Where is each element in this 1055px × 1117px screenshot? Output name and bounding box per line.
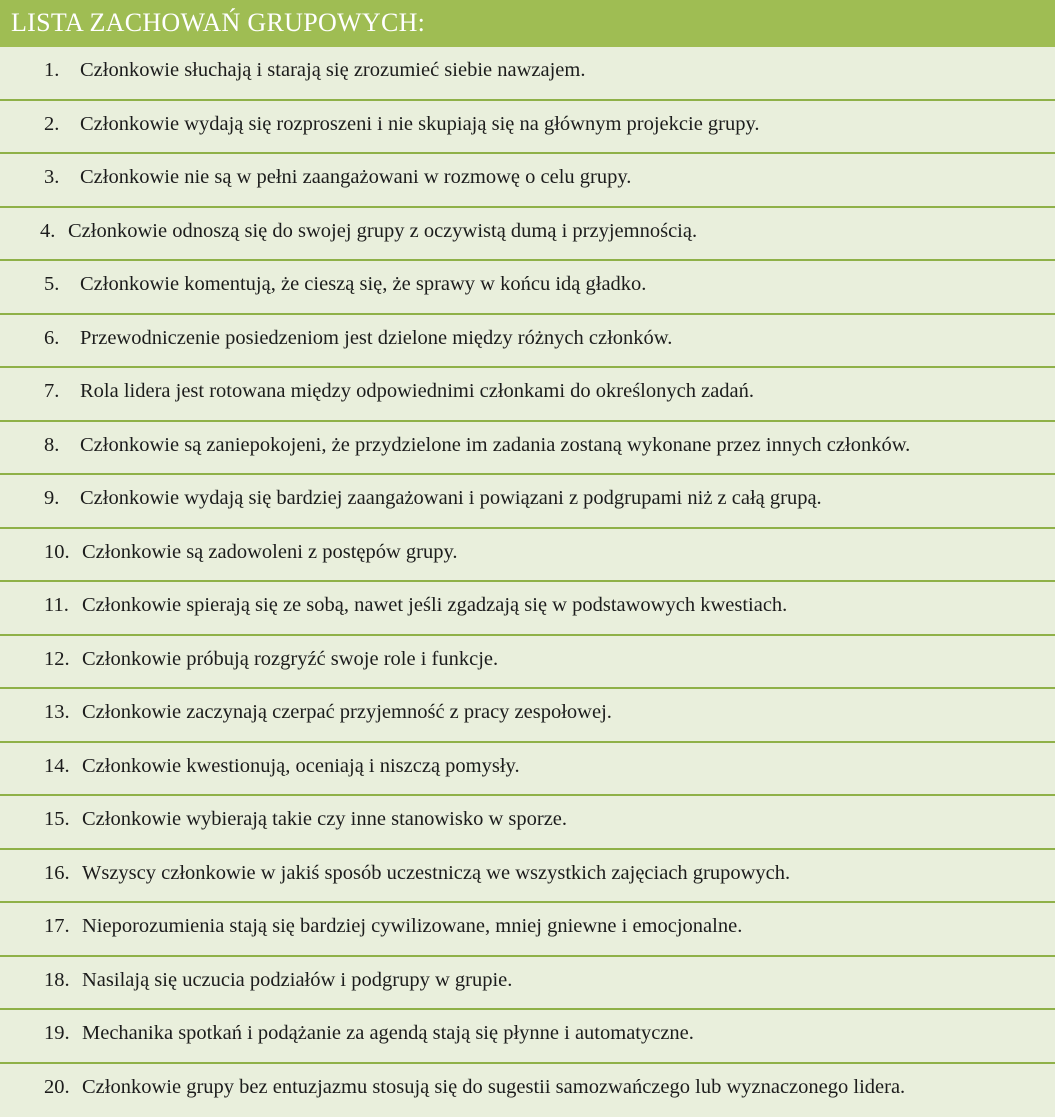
list-item-text: Członkowie wybierają takie czy inne stanowisko w sporze. xyxy=(82,808,568,830)
list-item-number: 9. xyxy=(44,487,60,509)
list-item-text: Członkowie wydają się bardziej zaangażowani i powiązani z podgrupami niż z całą grupą. xyxy=(80,487,822,509)
list-item[interactable] xyxy=(0,1010,1055,1064)
list-item-content xyxy=(44,859,1043,888)
list-item[interactable] xyxy=(0,422,1055,476)
list-item[interactable] xyxy=(0,101,1055,155)
list-item-number: 10. xyxy=(44,540,70,563)
list-item-content xyxy=(44,538,1043,567)
list-item-content xyxy=(44,1073,1043,1102)
list-item-number: 1. xyxy=(44,59,60,81)
list-item-content xyxy=(44,1019,1043,1048)
list-item-text: Członkowie komentują, że cieszą się, że sprawy w końcu idą gładko. xyxy=(80,273,647,295)
list-item-number: 14. xyxy=(44,754,70,777)
list-item-content xyxy=(44,270,1043,299)
list-item-text: Nieporozumienia stają się bardziej cywilizowane, mniej gniewne i emocjonalne. xyxy=(82,915,743,937)
list-item[interactable] xyxy=(0,475,1055,529)
list-item-content xyxy=(40,217,1043,246)
list-item-number: 6. xyxy=(44,326,60,349)
list-item-number: 4. xyxy=(40,219,56,242)
list-item-content xyxy=(44,110,1043,139)
list-item-content xyxy=(44,805,1043,834)
list-item[interactable] xyxy=(0,582,1055,636)
list-item[interactable] xyxy=(0,957,1055,1011)
list-item-text: Członkowie zaczynają czerpać przyjemność z pracy zespołowej. xyxy=(82,701,612,723)
list-item-content xyxy=(44,431,1043,460)
list-item[interactable] xyxy=(0,743,1055,797)
list-item[interactable] xyxy=(0,529,1055,583)
list-item-text: Członkowie kwestionują, oceniają i niszczą pomysły. xyxy=(82,754,520,777)
list-item-content xyxy=(44,698,1043,727)
list-item-number: 19. xyxy=(44,1022,70,1044)
list-item-number: 13. xyxy=(44,701,70,723)
list-item-number: 5. xyxy=(44,273,60,295)
list-item-content xyxy=(44,324,1043,353)
list-item-text: Członkowie próbują rozgryźć swoje role i funkcje. xyxy=(82,647,499,670)
list-item-content xyxy=(44,645,1043,674)
list-item-text: Członkowie nie są w pełni zaangażowani w rozmowę o celu grupy. xyxy=(80,166,632,188)
behaviour-list-table xyxy=(0,47,1055,1117)
list-item-number: 17. xyxy=(44,915,70,937)
list-item[interactable] xyxy=(0,689,1055,743)
list-item-text: Rola lidera jest rotowana między odpowiednimi członkami do określonych zadań. xyxy=(80,380,755,402)
list-item[interactable] xyxy=(0,315,1055,369)
list-item-text: Członkowie są zaniepokojeni, że przydzielone im zadania zostaną wykonane przez innych członków. xyxy=(80,433,911,456)
list-item[interactable] xyxy=(0,1064,1055,1117)
list-item-text: Członkowie spierają się ze sobą, nawet jeśli zgadzają się w podstawowych kwestiach. xyxy=(82,594,788,616)
list-item-number: 11. xyxy=(44,594,69,616)
list-item-content xyxy=(44,752,1043,781)
list-item-text: Przewodniczenie posiedzeniom jest dzielone między różnych członków. xyxy=(80,326,673,349)
list-item-number: 8. xyxy=(44,433,60,456)
list-item[interactable] xyxy=(0,850,1055,904)
list-item-number: 3. xyxy=(44,166,60,188)
list-item-content xyxy=(44,966,1043,995)
list-item-text: Nasilają się uczucia podziałów i podgrupy w grupie. xyxy=(82,968,513,991)
list-item[interactable] xyxy=(0,636,1055,690)
list-item-content xyxy=(44,163,1043,192)
list-item[interactable] xyxy=(0,154,1055,208)
list-item-content xyxy=(44,591,1043,620)
list-item-text: Wszyscy członkowie w jakiś sposób uczestniczą we wszystkich zajęciach grupowych. xyxy=(82,861,791,884)
list-item[interactable] xyxy=(0,208,1055,262)
list-item[interactable] xyxy=(0,796,1055,850)
list-item[interactable] xyxy=(0,903,1055,957)
list-item-text: Członkowie słuchają i starają się zrozumieć siebie nawzajem. xyxy=(80,59,586,81)
list-header-bar xyxy=(0,0,1055,47)
list-item[interactable] xyxy=(0,261,1055,315)
list-item-text: Członkowie odnoszą się do swojej grupy z oczywistą dumą i przyjemnością. xyxy=(68,219,698,242)
list-item-content xyxy=(44,56,1043,85)
list-item-number: 20. xyxy=(44,1075,70,1098)
list-item-content xyxy=(44,484,1043,513)
list-item-number: 7. xyxy=(44,380,60,402)
list-item-number: 2. xyxy=(44,112,60,135)
list-item-number: 15. xyxy=(44,808,70,830)
page-title: LISTA ZACHOWAŃ GRUPOWYCH: xyxy=(11,7,426,37)
list-item-content xyxy=(44,377,1043,406)
list-item-number: 16. xyxy=(44,861,70,884)
list-item-text: Członkowie grupy bez entuzjazmu stosują się do sugestii samozwańczego lub wyznaczonego lidera. xyxy=(82,1075,906,1098)
list-item-text: Mechanika spotkań i podążanie za agendą stają się płynne i automatyczne. xyxy=(82,1022,694,1044)
list-item-text: Członkowie są zadowoleni z postępów grupy. xyxy=(82,540,458,563)
list-item-text: Członkowie wydają się rozproszeni i nie skupiają się na głównym projekcie grupy. xyxy=(80,112,760,135)
list-item-number: 12. xyxy=(44,647,70,670)
list-item-content xyxy=(44,912,1043,941)
list-item-number: 18. xyxy=(44,968,70,991)
list-item[interactable] xyxy=(0,47,1055,101)
list-item[interactable] xyxy=(0,368,1055,422)
